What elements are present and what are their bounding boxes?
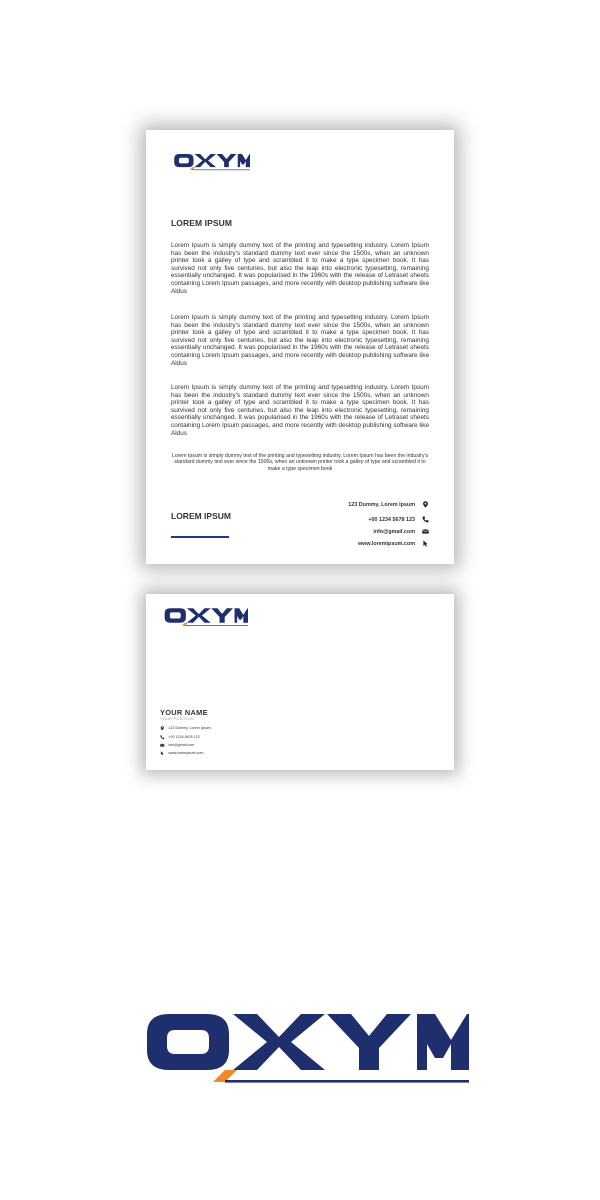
- footer-title: LOREM IPSUM: [171, 511, 231, 521]
- phone-icon: [422, 516, 429, 523]
- card-contact-address: [160, 726, 211, 731]
- envelope-icon: [422, 528, 429, 535]
- website-text: www.loremipsum.com: [357, 540, 415, 547]
- location-pin-icon: [160, 726, 165, 731]
- body-paragraph-small: Lorem Ipsum is simply dummy text of the printing and typesetting industry. Lorem Ipsum has been the industry's standard dummy text ever since the 1500s, when an unknown printer took a galley of type and scrambled it to make a type specimen book: [171, 453, 429, 472]
- body-paragraph-2: Lorem Ipsum is simply dummy text of the printing and typesetting industry. Lorem Ipsum has been the industry's standard dummy text ever since the 1500s, when an unknown printer took a galley of type and scrambled it to make a type specimen book. It has survived not only five centuries, but also the leap into electronic typesetting, remaining essentially unchanged. It was popularised in the 1960s with the release of Letraset sheets containing Lorem Ipsum passages, and more recently with desktop publishing software like Aldus: [171, 314, 429, 367]
- letterhead-title: LOREM IPSUM: [171, 218, 233, 228]
- card-contact-phone: [160, 735, 200, 740]
- cursor-icon: [160, 751, 165, 756]
- contact-email: [269, 528, 429, 535]
- business-card: [146, 594, 454, 770]
- body-paragraph-3: Lorem Ipsum is simply dummy text of the printing and typesetting industry. Lorem Ipsum has been the industry's standard dummy text ever since the 1500s, when an unknown printer took a galley of type and scrambled it to make a type specimen book. It has survived not only five centuries, but also the leap into electronic typesetting, remaining essentially unchanged. It was popularised in the 1960s with the release of Letraset sheets containing Lorem Ipsum passages, and more recently with desktop publishing software like Aldus: [171, 384, 429, 437]
- email-text: info@gmail.com: [373, 528, 415, 535]
- contact-address: [269, 501, 429, 508]
- address-text: 123 Dummy, Lorem Ipsum: [168, 726, 211, 731]
- oxym-logo: [160, 606, 248, 628]
- letterhead-page: [146, 130, 454, 564]
- footer-divider: [171, 536, 229, 538]
- email-text: info@gmail.com: [168, 743, 195, 748]
- contact-website: [269, 540, 429, 547]
- body-paragraph-1: Lorem Ipsum is simply dummy text of the printing and typesetting industry. Lorem Ipsum has been the industry's standard dummy text ever since the 1500s, when an unknown printer took a galley of type and scrambled it to make a type specimen book. It has survived not only five centuries, but also the leap into electronic typesetting, remaining essentially unchanged. It was popularised in the 1960s with the release of Letraset sheets containing Lorem Ipsum passages, and more recently with desktop publishing software like Aldus: [171, 242, 429, 295]
- card-name: YOUR NAME: [160, 708, 208, 717]
- oxym-logo: [170, 152, 250, 172]
- location-pin-icon: [422, 501, 429, 508]
- website-text: www.loremipsum.com: [168, 751, 204, 756]
- card-contact-website: [160, 751, 203, 756]
- contact-phone: [269, 516, 429, 523]
- phone-text: +00 1234 5678 123: [368, 516, 415, 523]
- address-text: 123 Dummy, Lorem Ipsum: [348, 501, 415, 508]
- card-contact-email: [160, 743, 194, 748]
- phone-text: +00 1234 5678 123: [168, 735, 200, 740]
- oxym-logo-large: [126, 1010, 472, 1086]
- phone-icon: [160, 735, 165, 740]
- cursor-icon: [422, 540, 429, 547]
- envelope-icon: [160, 743, 165, 748]
- card-position: YOUR POSITION: [160, 717, 195, 721]
